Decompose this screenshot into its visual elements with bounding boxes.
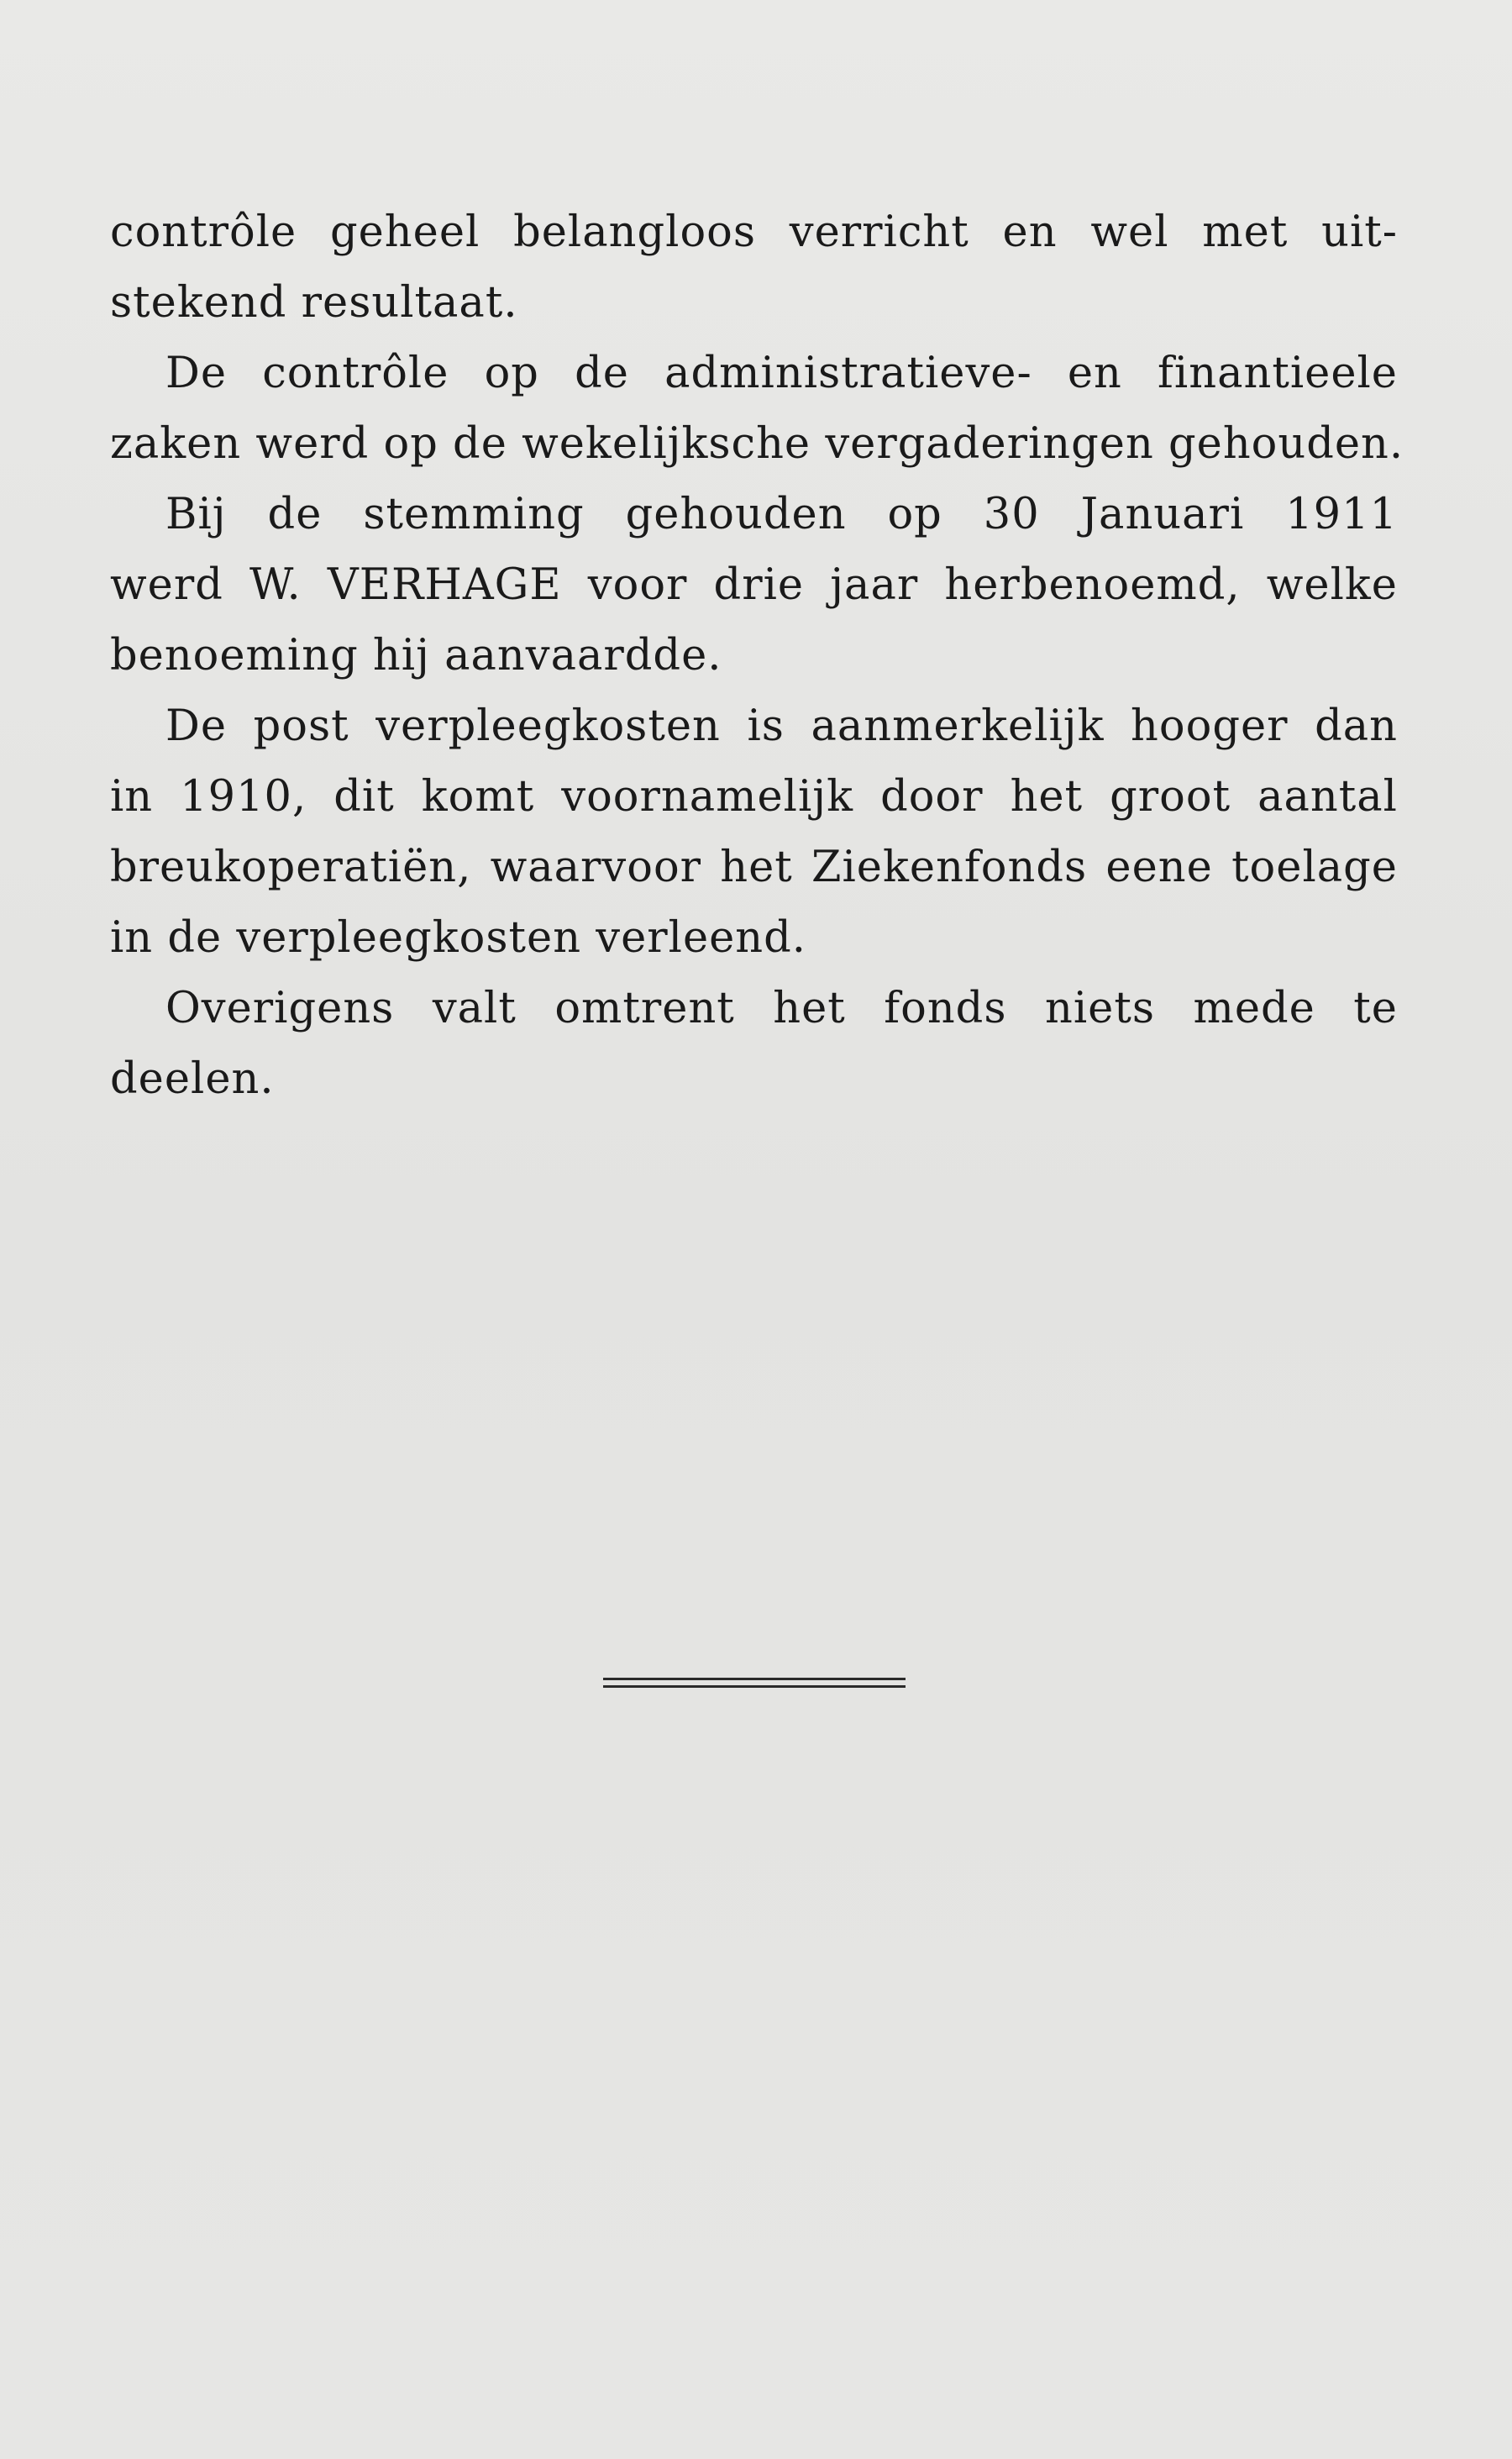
text-line: breukoperatiën, waarvoor het Ziekenfonds eene toelage	[110, 843, 1398, 892]
body-text	[110, 197, 1404, 1115]
text-line: zaken werd op de wekelijksche vergaderingen gehouden.	[110, 419, 1404, 469]
text-line: Bij de stemming gehouden op 30 Januari 1911	[165, 490, 1398, 539]
text-line: werd W. VERHAGE voor drie jaar herbenoemd, welke	[110, 560, 1398, 610]
text-line: De contrôle op de administratieve- en finantieele	[165, 349, 1398, 398]
text-line: benoeming hij aanvaardde.	[110, 631, 722, 680]
text-line: contrôle geheel belangloos verricht en wel met uit-	[110, 208, 1398, 257]
section-divider	[603, 1678, 906, 1689]
text-line: in 1910, dit komt voornamelijk door het groot aantal	[110, 772, 1398, 822]
text-line: De post verpleegkosten is aanmerkelijk hooger dan	[165, 701, 1398, 751]
text-line: deelen.	[110, 1054, 275, 1104]
divider-rule-top	[603, 1678, 906, 1680]
text-line: Overigens valt omtrent het fonds niets mede te	[165, 984, 1398, 1033]
text-line: in de verpleegkosten verleend.	[110, 913, 807, 963]
text-line: stekend resultaat.	[110, 278, 518, 328]
divider-rule-bottom	[603, 1685, 906, 1688]
